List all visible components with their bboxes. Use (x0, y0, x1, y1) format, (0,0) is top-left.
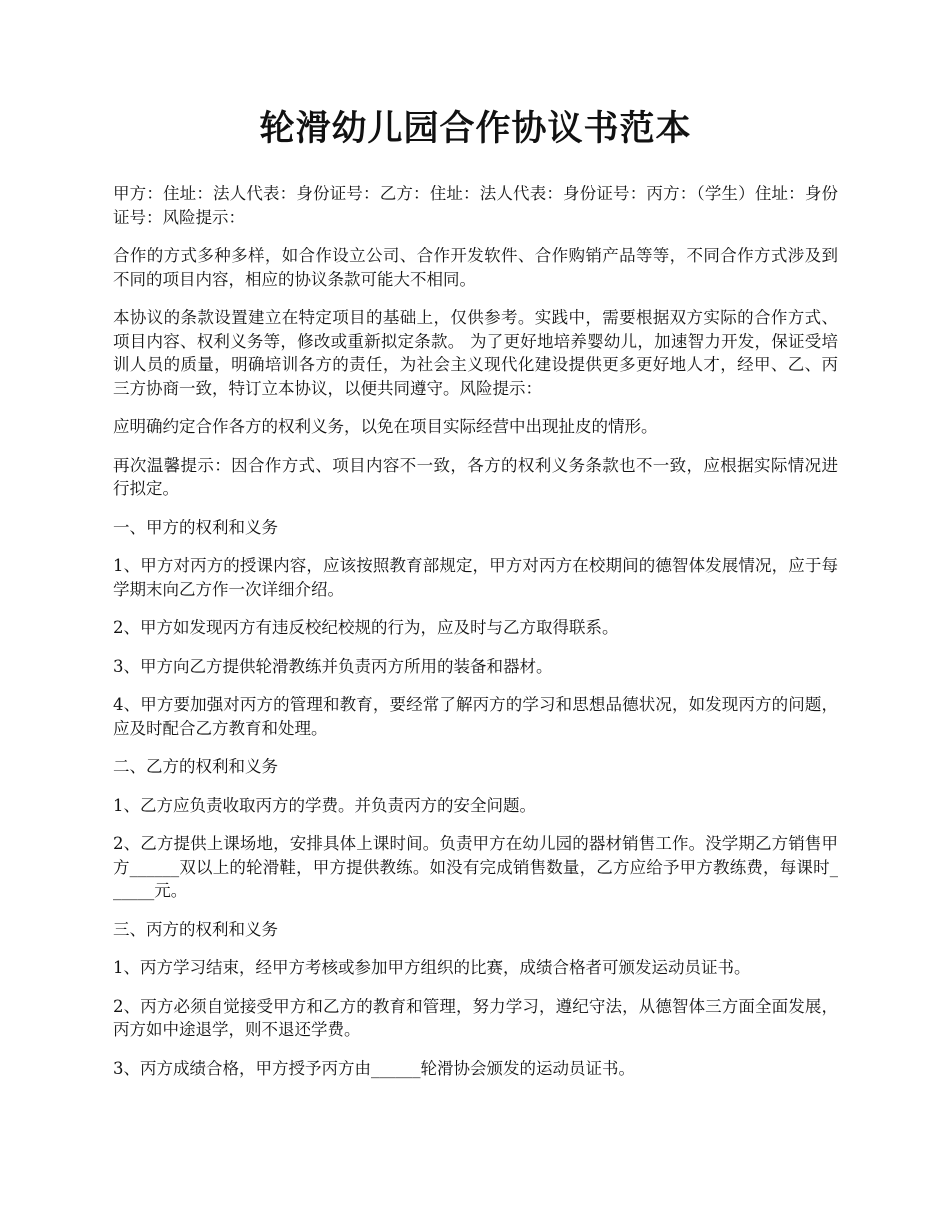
party-a-clause-3: 3、甲方向乙方提供轮滑教练并负责丙方所用的装备和器材。 (113, 656, 553, 676)
section-heading-party-b: 二、乙方的权利和义务 (113, 757, 278, 776)
party-b-clause-1: 1、乙方应负责收取丙方的学费。并负责丙方的安全问题。 (113, 795, 536, 815)
party-b-clause-2: 2、乙方提供上课场地，安排具体上课时间。负责甲方在幼儿园的器材销售工作。没学期乙方销售甲方______双以上的轮滑鞋，甲方提供教练。如没有完成销售数量，乙方应给予甲方教练费，每课时______元。 (113, 834, 838, 900)
risk-notice-paragraph: 应明确约定合作各方的权利义务，以免在项目实际经营中出现扯皮的情形。 (113, 417, 658, 436)
party-a-clause-1: 1、甲方对丙方的授课内容，应该按照教育部规定，甲方对丙方在校期间的德智体发展情况，应于每学期末向乙方作一次详细介绍。 (113, 556, 838, 599)
party-c-clause-2: 2、丙方必须自觉接受甲方和乙方的教育和管理，努力学习，遵纪守法，从德智体三方面全面发展，丙方如中途退学，则不退还学费。 (113, 996, 838, 1039)
agreement-purpose-paragraph: 本协议的条款设置建立在特定项目的基础上，仅供参考。实践中，需要根据双方实际的合作方式、项目内容、权利义务等，修改或重新拟定条款。 为了更好地培养婴幼儿，加速智力开发，保证受培训人员的质量，明确培训各方的责任，为社会主义现代化建设提供更多更好地人才，经甲、乙、丙三方协商一致，特订立本协议，以便共同遵守。风险提示： (113, 308, 838, 398)
section-heading-party-a: 一、甲方的权利和义务 (113, 517, 278, 537)
cooperation-modes-paragraph: 合作的方式多种多样，如合作设立公司、合作开发软件、合作购销产品等等，不同合作方式涉及到不同的项目内容，相应的协议条款可能大不相同。 (113, 246, 838, 289)
party-a-clause-2: 2、甲方如发现丙方有违反校纪校规的行为，应及时与乙方取得联系。 (113, 618, 619, 637)
parties-paragraph: 甲方：住址：法人代表：身份证号：乙方：住址：法人代表：身份证号：丙方：（学生）住址：身份证号：风险提示： (113, 184, 838, 227)
party-a-clause-4: 4、甲方要加强对丙方的管理和教育，要经常了解丙方的学习和思想品德状况，如发现丙方的问题，应及时配合乙方教育和处理。 (113, 695, 838, 738)
reminder-paragraph: 再次温馨提示：因合作方式、项目内容不一致，各方的权利义务条款也不一致，应根据实际情况进行拟定。 (113, 455, 838, 498)
section-heading-party-c: 三、丙方的权利和义务 (113, 919, 278, 939)
party-c-clause-3: 3、丙方成绩合格，甲方授予丙方由______轮滑协会颁发的运动员证书。 (113, 1058, 635, 1078)
party-c-clause-1: 1、丙方学习结束，经甲方考核或参加甲方组织的比赛，成绩合格者可颁发运动员证书。 (113, 958, 751, 977)
document-title: 轮滑幼儿园合作协议书范本 (259, 108, 692, 149)
